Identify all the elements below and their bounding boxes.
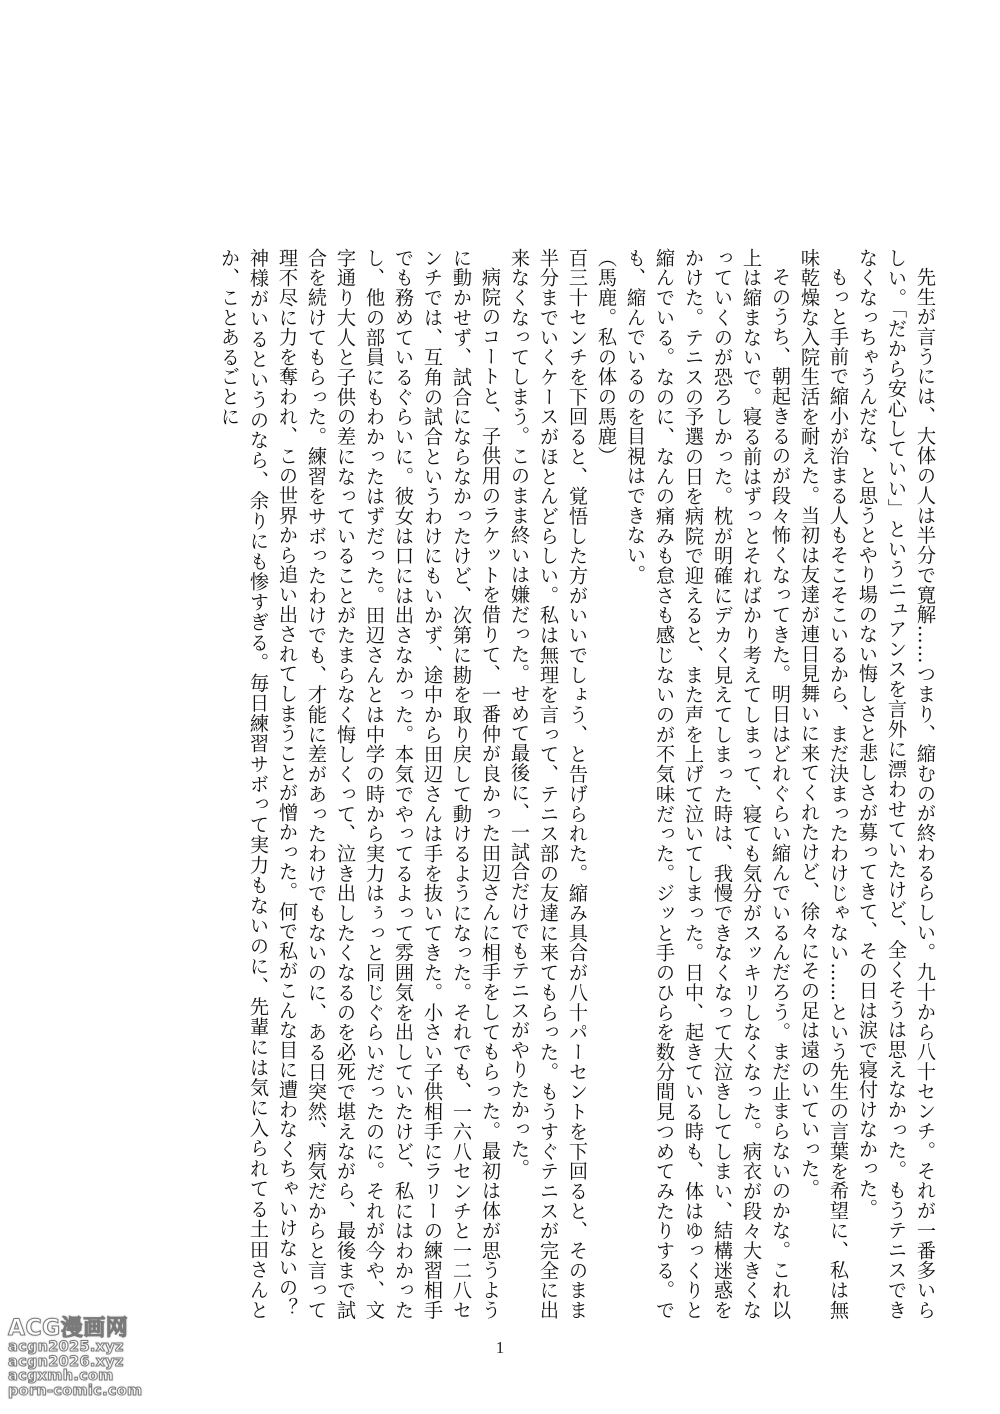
watermark-url-2: acgn2026.xyz xyxy=(8,1353,124,1370)
paragraph-6: 病院のコートと、子供用のラケットを借りて、一番仲が良かった田辺さんに相手をしてもらった。最初は体が思うように動かせず、試合にならなかったけど、次第に勘を取り戻して動けるようになった。それでも、一六八センチと一二八センチでは、互角の試合というわけにもいかず、途中から田辺さんは手を抜いてきた。小さい子供相手にラリーの練習相手でも務めているぐらいに。彼女は口には出さなかった。本気でやってるよって雰囲気を出していたけど、私にはわかったし、他の部員にもわかったはずだった。田辺さんとは中学の時から実力はぅっと同じぐらいだったのに。それが今や、文字通り大人と子供の差になっていることがたまらなく悔しくって、泣き出したくなるのを必死で堪えながら、最後まで試合を続けてもらった。練習をサボったわけでも、才能に差があったわけでもないのに、ある日突然、病気だからと言って理不尽に力を奪われ、この世界から追い出されてしまうことが憎かった。何で私がこんな目に遭わなくちゃいけないの？ xyxy=(276,248,502,1320)
watermark-url-1: acgn2025.xyz xyxy=(8,1339,124,1355)
site-watermark xyxy=(8,1318,168,1398)
paragraph-4-inner-thought: （馬鹿。私の体の馬鹿） xyxy=(595,248,618,466)
paragraph-3: そのうち、朝起きるのが段々怖くなってきた。明日はどれぐらい縮んでいるんだろう。まだ止まらないのかな。これ以上は縮まないで。寝る前はずっとそればかり考えてしまって、寝ても気分がスッキリしなくなった。病衣が段々大きくなっていくのが恐ろしかった。枕が明確にデカく見えてしまった時は、我慢できなくなって大泣きしてしまい、結構迷惑をかけた。テニスの予選の日を病院で迎えると、また声を上げて泣いてしまった。日中、起きている時も、体はゆっくりと縮んでいる。なのに、なんの痛みも怠さも感じないのが不気味だった。ジッと手のひらを数分間見つめてみたりする。でも、縮んでいるのを目視はできない。 xyxy=(624,248,792,1320)
watermark-logo: ACG漫画网 xyxy=(8,1316,129,1341)
paragraph-7: 神様がいるというのなら、余りにも惨すぎる。毎日練習サボって実力もないのに、先輩には気に入られてる土田さんとか、ことあるごとに xyxy=(218,248,270,1320)
paragraph-2: もっと手前で縮小が治まる人もそこそこいるから、まだ決まったわけじゃない……という先生の言葉を希望に、私は無味乾燥な入院生活を耐えた。当初は友達が連日見舞いに来てくれたけど、徐々にその足は遠のいていった。 xyxy=(798,248,850,1320)
vertical-body-text xyxy=(110,248,940,1320)
watermark-url-4: porn-comic.com xyxy=(8,1382,143,1399)
paragraph-1: 先生が言うには、大体の人は半分で寛解……つまり、縮むのが終わるらしい。九十から八十センチ。それが一番多いらしい。「だから安心していい」というニュアンスを言外に漂わせていたけど、全くそうは思えなかった。もうテニスできなくなっちゃうんだな、と思うとやり場のない悔しさと悲しさが募ってきて、その日は涙で寝付けなかった。 xyxy=(856,248,937,1320)
page-number: 1 xyxy=(495,1338,505,1357)
watermark-url-3: acgxmh.com xyxy=(8,1368,114,1384)
paragraph-5: 百三十センチを下回ると、覚悟した方がいいでしょう、と告げられた。縮み具合が八十パーセントを下回ると、そのまま半分までいくケースがほとんどらしい。私は無理を言って、テニス部の友達に来てもらった。もうすぐテニスが完全に出来なくなってしまう。このまま終いは嫌だった。せめて最後に、一試合だけでもテニスがやりたかった。 xyxy=(508,248,589,1320)
